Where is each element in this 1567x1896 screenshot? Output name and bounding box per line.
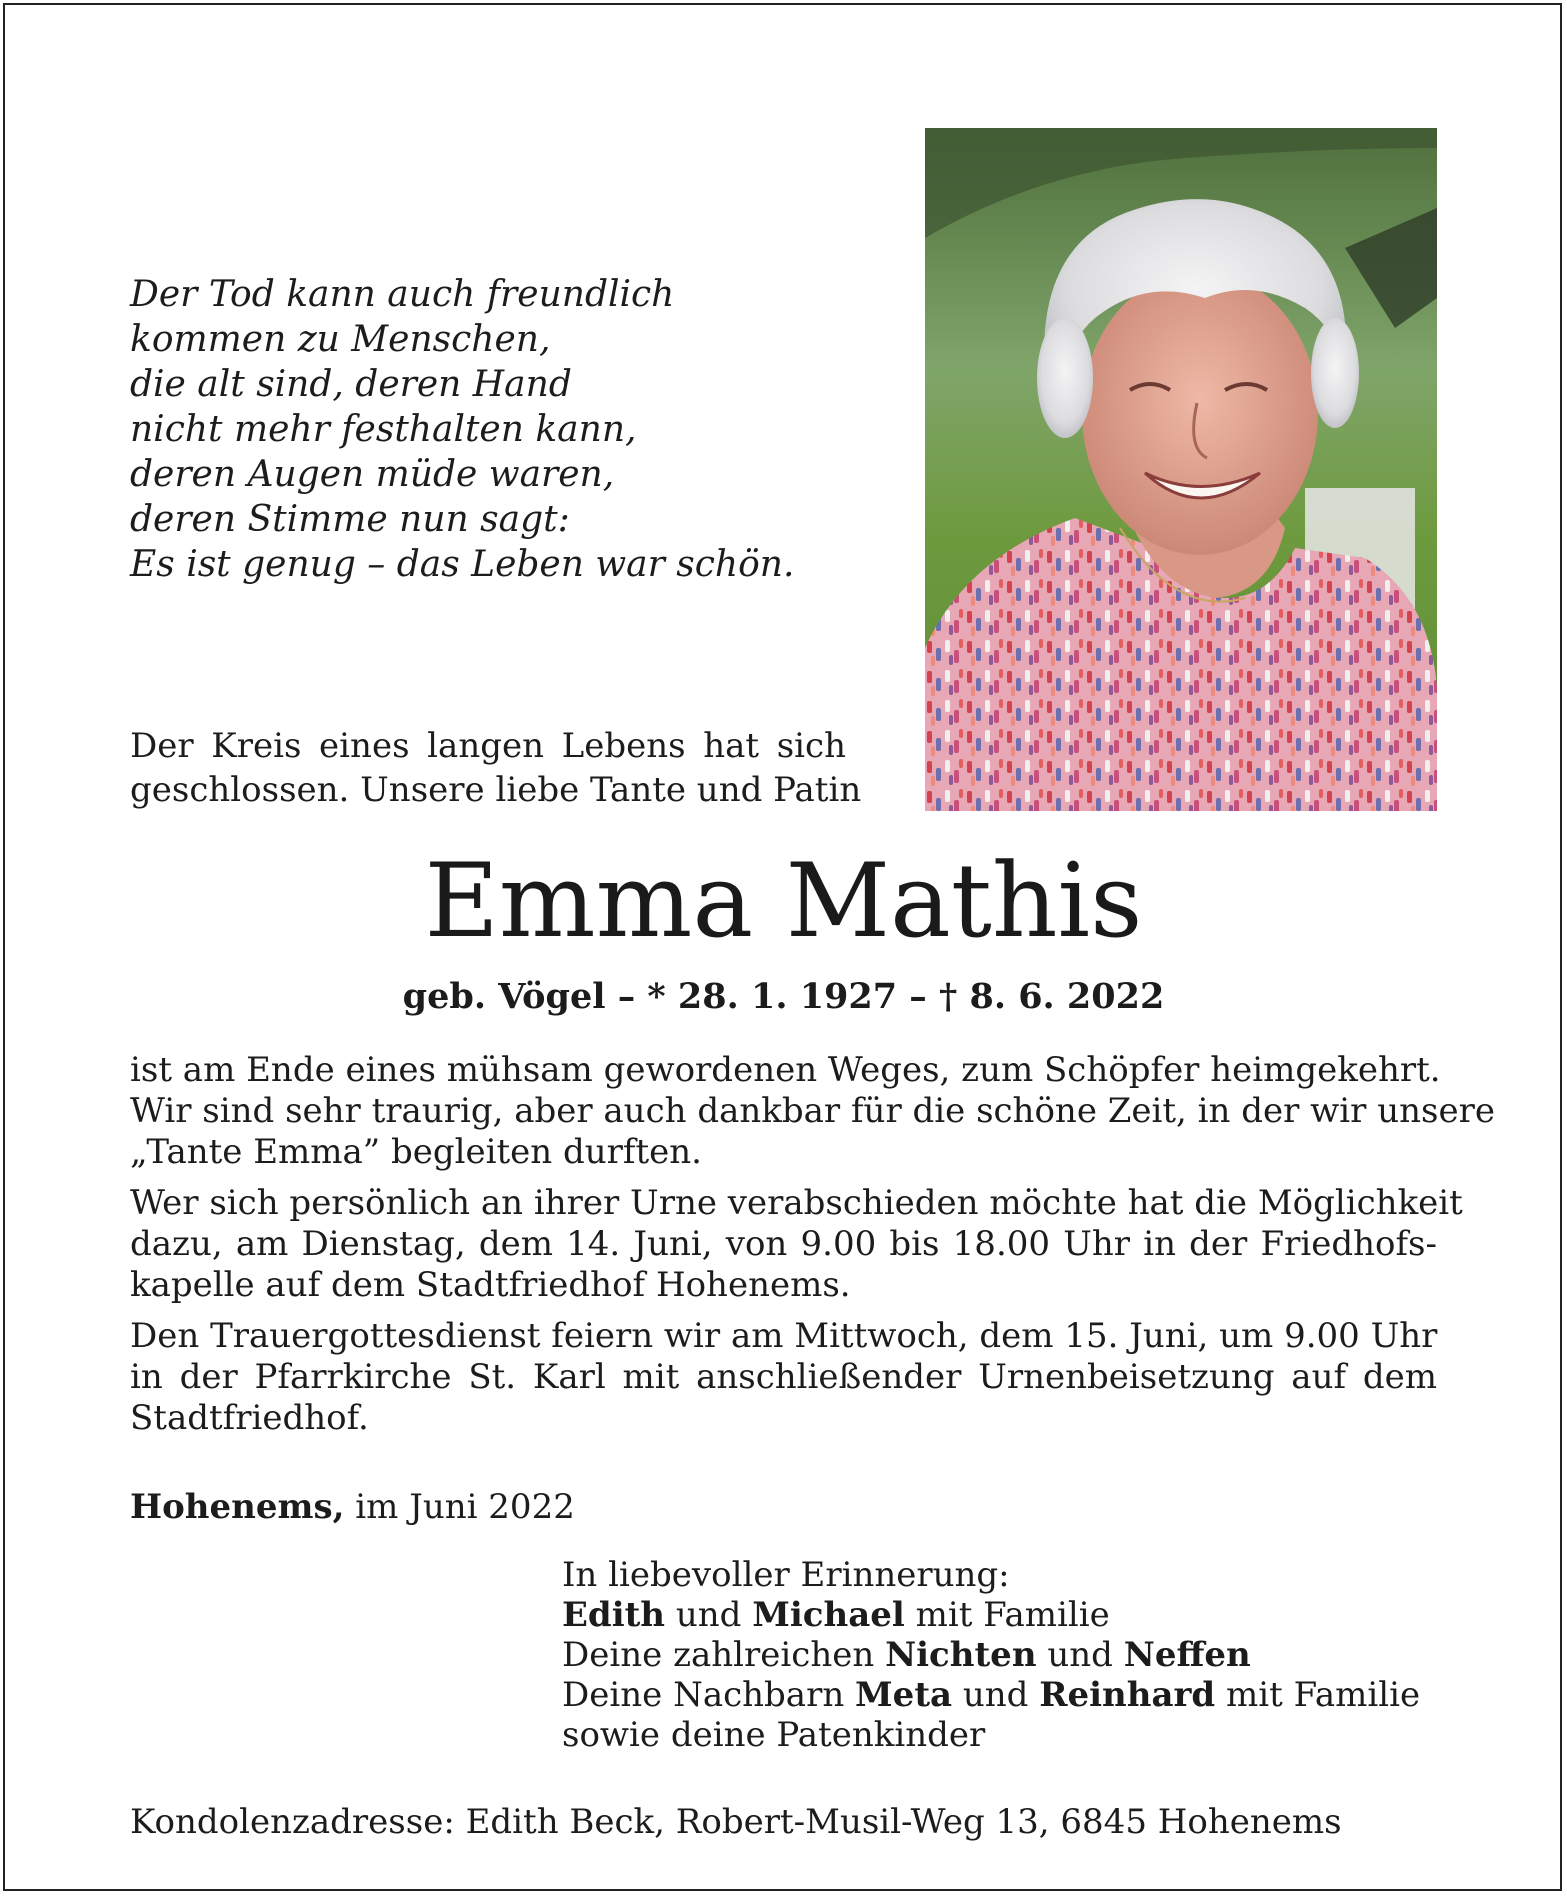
poem-line: die alt sind, deren Hand: [130, 364, 572, 405]
signature-prefix: Deine Nachbarn: [562, 1675, 856, 1715]
signature-prefix: Deine zahlreichen: [562, 1635, 886, 1675]
conjunction: und: [665, 1595, 753, 1635]
poem-line: deren Augen müde waren,: [130, 454, 615, 495]
paragraph-farewell: [130, 1183, 1463, 1306]
poem-line: Der Tod kann auch freundlich: [130, 274, 675, 315]
poem-line: Es ist genug – das Leben war schön.: [130, 544, 795, 585]
body-line: Den Trauergottesdienst feiern wir am Mittwoch, dem 15. Juni, um 9.00 Uhr: [130, 1316, 1438, 1356]
intro-text: [130, 724, 862, 812]
mourner-name: Michael: [752, 1595, 905, 1635]
signature-block: [562, 1555, 1420, 1755]
body-line: „Tante Emma” begleiten durften.: [130, 1132, 702, 1172]
poem: [130, 272, 795, 587]
signature-line: sowie deine Patenkinder: [562, 1715, 986, 1755]
mourner-name: Nichten: [885, 1635, 1037, 1675]
condolence-address: Kondolenzadresse: Edith Beck, Robert-Musil-Weg 13, 6845 Hohenems: [130, 1802, 1342, 1842]
mourner-name: Reinhard: [1039, 1675, 1216, 1715]
mourner-name: Neffen: [1123, 1635, 1251, 1675]
conjunction: und: [1036, 1635, 1124, 1675]
announcement-body: [130, 1050, 1495, 1449]
place-date: [130, 1485, 575, 1529]
body-line: Wir sind sehr traurig, aber auch dankbar für die schöne Zeit, in der wir unsere: [130, 1091, 1495, 1131]
signature-heading: In liebevoller Erinnerung:: [562, 1555, 1010, 1595]
body-line: kapelle auf dem Stadtfriedhof Hohenems.: [130, 1265, 851, 1305]
mourner-name: Meta: [855, 1675, 953, 1715]
place-month: im Juni 2022: [344, 1487, 575, 1527]
signature-tail: mit Familie: [1215, 1675, 1421, 1715]
body-line: in der Pfarrkirche St. Karl mit anschließender Urnenbeisetzung auf dem: [130, 1357, 1437, 1397]
intro-line: Der Kreis eines langen Lebens hat sich: [130, 726, 846, 766]
poem-line: nicht mehr festhalten kann,: [130, 409, 637, 450]
paragraph-passing: [130, 1050, 1495, 1173]
poem-line: deren Stimme nun sagt:: [130, 499, 570, 540]
signature-line: [562, 1675, 1420, 1715]
place-city: Hohenems,: [130, 1487, 345, 1527]
signature-line: [562, 1595, 1420, 1635]
portrait-photo: [925, 128, 1437, 811]
paragraph-service: [130, 1316, 1437, 1439]
intro-line: geschlossen. Unsere liebe Tante und Patin: [130, 770, 862, 810]
signature-line: [562, 1635, 1420, 1675]
body-line: ist am Ende eines mühsam gewordenen Weges, zum Schöpfer heimgekehrt.: [130, 1050, 1441, 1090]
signature-tail: mit Familie: [904, 1595, 1110, 1635]
mourner-name: Edith: [562, 1595, 666, 1635]
body-line: Stadtfriedhof.: [130, 1398, 369, 1438]
body-line: Wer sich persönlich an ihrer Urne verabschieden möchte hat die Möglichkeit: [130, 1183, 1463, 1223]
conjunction: und: [952, 1675, 1040, 1715]
deceased-name: Emma Mathis: [424, 842, 1143, 961]
body-line: dazu, am Dienstag, dem 14. Juni, von 9.00 bis 18.00 Uhr in der Friedhofs-: [130, 1224, 1437, 1264]
poem-line: kommen zu Menschen,: [130, 319, 551, 360]
birth-death-dates: geb. Vögel – * 28. 1. 1927 – † 8. 6. 2022: [402, 976, 1165, 1017]
